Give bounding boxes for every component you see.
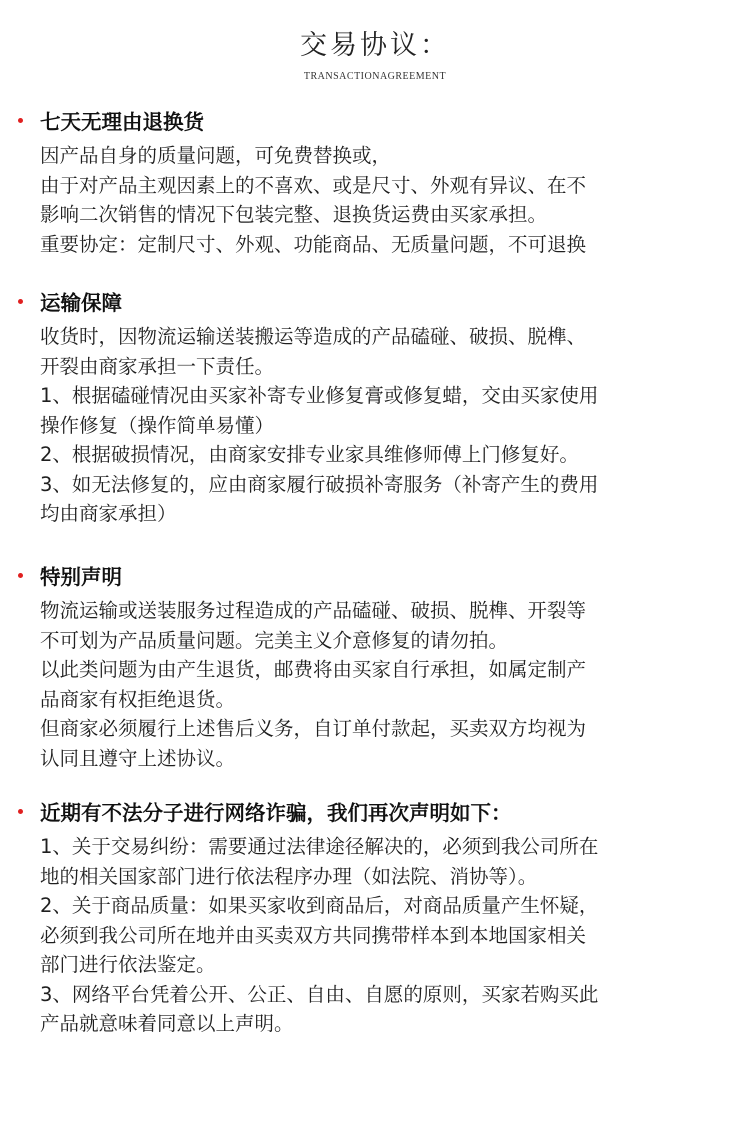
text-line: 认同且遵守上述协议。 (40, 746, 236, 770)
section-body (0, 596, 750, 773)
section-body (0, 322, 750, 529)
section-title: 特别声明 (40, 565, 122, 589)
text-line: 均由商家承担） (40, 502, 177, 525)
section-title: 七天无理由退换货 (40, 110, 204, 134)
text-line: 地的相关国家部门进行依法程序办理（如法院、消协等）。 (40, 864, 538, 888)
section-fraud-warning (0, 799, 750, 1039)
text-line: 2、根据破损情况，由商家安排专业家具维修师傅上门修复好。 (40, 443, 579, 466)
text-line: 由于对产品主观因素上的不喜欢、或是尺寸、外观有异议、在不 (40, 173, 587, 197)
text-line: 开裂由商家承担一下责任。 (40, 354, 275, 378)
text-line: 不可划为产品质量问题。完美主义介意修复的请勿拍。 (40, 628, 509, 652)
text-line: 产品就意味着同意以上声明。 (40, 1012, 294, 1035)
text-line: 操作修复（操作简单易懂） (40, 413, 275, 437)
bullet-dot-icon (18, 573, 23, 578)
page-subtitle: TRANSACTIONAGREEMENT (303, 71, 447, 82)
text-line: 以此类问题为由产生退货，邮费将由买家自行承担，如属定制产 (40, 658, 587, 681)
text-line: 物流运输或送装服务过程造成的产品磕碰、破损、脱榫、开裂等 (40, 599, 587, 622)
section-heading (0, 799, 750, 829)
text-line: 部门进行依法鉴定。 (40, 953, 216, 976)
section-heading (0, 563, 750, 593)
section-seven-day-return (0, 108, 750, 259)
text-line: 但商家必须履行上述售后义务，自订单付款起，买卖双方均视为 (40, 717, 587, 740)
text-line: 因产品自身的质量问题，可免费替换或， (40, 144, 392, 167)
text-line: 1、关于交易纠纷：需要通过法律途径解决的，必须到我公司所在 (40, 835, 599, 858)
section-title: 近期有不法分子进行网络诈骗，我们再次声明如下： (40, 801, 512, 825)
text-line: 影响二次销售的情况下包装完整、退换货运费由买家承担。 (40, 203, 548, 226)
bullet-dot-icon (18, 118, 23, 123)
text-line: 重要协定：定制尺寸、外观、功能商品、无质量问题，不可退换 (40, 232, 587, 256)
agreement-header (0, 26, 750, 84)
section-body (0, 832, 750, 1039)
page-title: 交易协议： (300, 30, 450, 61)
text-line: 3、网络平台凭着公开、公正、自由、自愿的原则，买家若购买此 (40, 982, 599, 1006)
text-line: 3、如无法修复的，应由商家履行破损补寄服务（补寄产生的费用 (40, 472, 599, 496)
section-title: 运输保障 (40, 291, 122, 315)
section-special-statement (0, 563, 750, 773)
text-line: 1、根据磕碰情况由买家补寄专业修复膏或修复蜡，交由买家使用 (40, 384, 599, 407)
text-line: 2、关于商品质量：如果买家收到商品后，对商品质量产生怀疑， (40, 894, 599, 917)
bullet-dot-icon (18, 809, 23, 814)
section-body (0, 141, 750, 259)
section-heading (0, 108, 750, 138)
section-heading (0, 289, 750, 319)
text-line: 收货时，因物流运输送装搬运等造成的产品磕碰、破损、脱榫、 (40, 325, 587, 348)
text-line: 必须到我公司所在地并由买卖双方共同携带样本到本地国家相关 (40, 923, 587, 947)
bullet-dot-icon (18, 299, 23, 304)
text-line: 品商家有权拒绝退货。 (40, 687, 236, 711)
section-shipping-guarantee (0, 289, 750, 529)
